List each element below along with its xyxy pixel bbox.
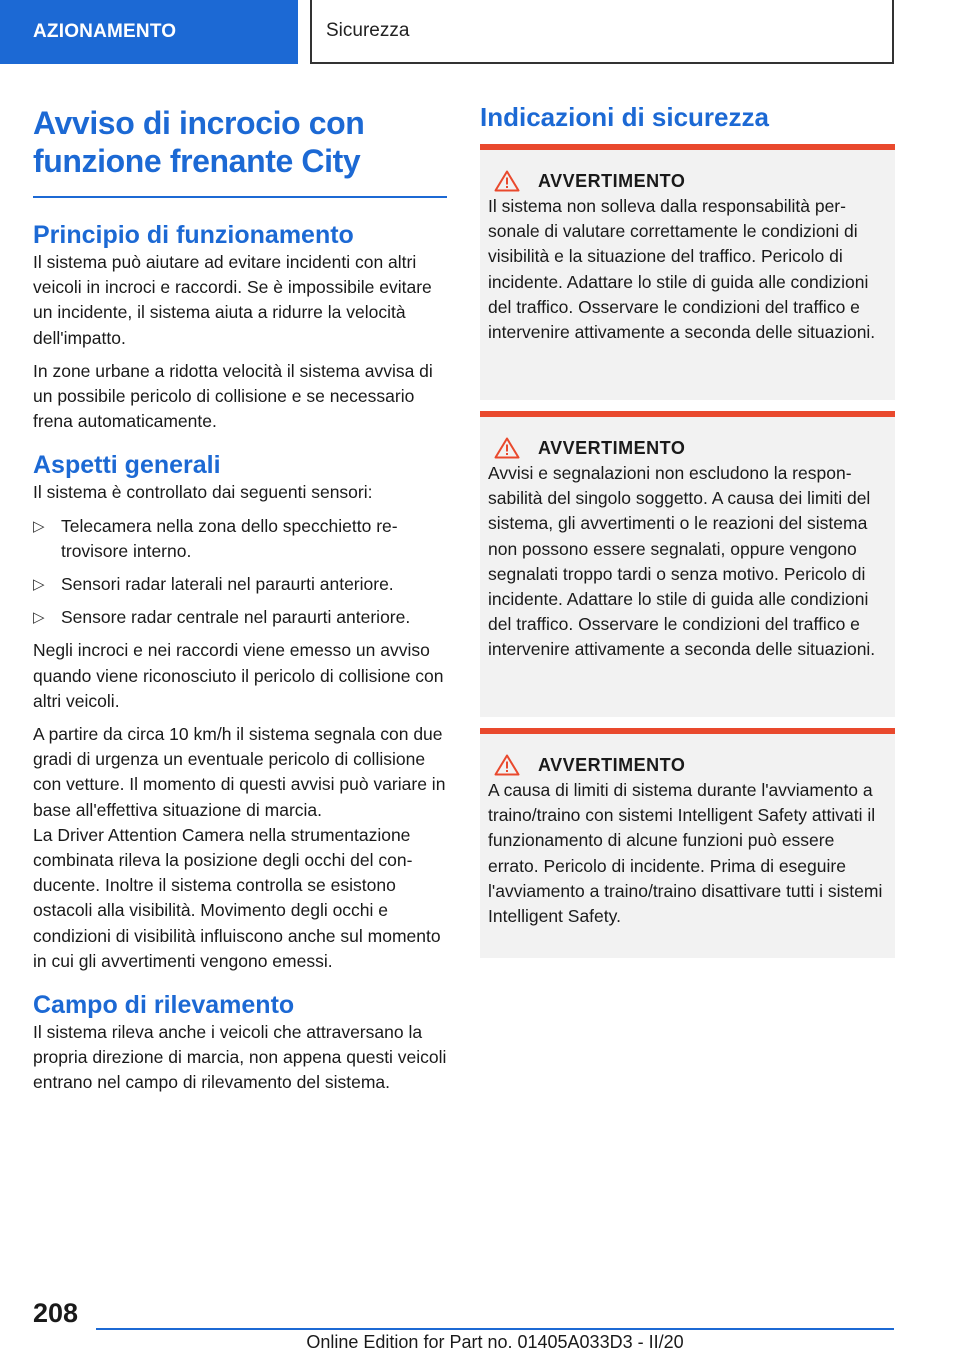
footer-edition: Online Edition for Part no. 01405A033D3 - II/20 <box>306 1332 684 1352</box>
footer-divider <box>96 1328 894 1330</box>
list-item: ▷ Sensore radar centrale nel paraurti anteriore. <box>33 605 447 630</box>
paragraph: Il sistema è controllato dai seguenti sensori: <box>33 482 373 503</box>
heading-sicurezza: Indicazioni di sicurezza <box>480 102 769 132</box>
paragraph: In zone urbane a ridotta velocità il sistema avvisa di un possibile pericolo di collisione e se necessario frena automaticamente. <box>33 360 433 432</box>
warning-title: AVVERTIMENTO <box>538 170 686 191</box>
list-item: ▷ Telecamera nella zona dello specchietto retrovisore interno. <box>33 515 398 561</box>
heading-aspetti: Aspetti generali <box>33 451 221 480</box>
bullet-triangle-icon: ▷ <box>33 609 45 627</box>
warning-title: AVVERTIMENTO <box>538 754 686 775</box>
heading-principio: Principio di funzionamento <box>33 221 354 249</box>
heading-campo: Campo di rilevamento <box>33 991 295 1020</box>
chapter-label: Sicurezza <box>326 20 410 41</box>
sensor-list <box>33 514 447 631</box>
warning-box <box>480 411 895 717</box>
chapter-tab <box>310 0 894 64</box>
warning-box <box>480 728 895 958</box>
warning-box <box>480 144 895 400</box>
bullet-triangle-icon: ▷ <box>33 517 45 535</box>
section-tab <box>0 0 298 64</box>
warning-triangle-icon <box>494 170 520 192</box>
title-divider <box>33 196 447 198</box>
warning-triangle-icon <box>494 754 520 776</box>
page-number: 208 <box>33 1298 79 1328</box>
warning-text: A causa di limiti di sistema durante l'avviamento a traino/traino con sistemi Intelligent Safety attivati il funzionamento di alcune funzioni può essere errato. Pericolo di incidente. Prima di eseguire l'avviamento a traino/traino disattivare tutti i sistemi Intelligent Safety. <box>488 780 883 927</box>
list-item: ▷ Sensori radar laterali nel paraurti anteriore. <box>33 572 447 597</box>
right-column <box>480 100 895 958</box>
paragraph: A partire da circa 10 km/h il sistema segnala con due gradi di urgenza un eventuale pericolo di collisione con vetture. Il momento di questi avvisi può variare in base all'effettiva situazione di marcia. <box>33 724 446 820</box>
paragraph: Il sistema può aiutare ad evitare incidenti con altri veicoli in incroci e raccordi. Se è impossibile evitare un incidente, il sistema aiuta a ridurre la velocità dell'impatto. <box>33 252 432 348</box>
warning-title: AVVERTIMENTO <box>538 437 686 458</box>
warning-text: Avvisi e segnalazioni non escludono la responsabilità del singolo soggetto. A causa dei limiti del sistema, gli avvertimenti o le reazioni del sistema non possono essere segnalati, oppure vengono segnalati troppo tardi o senza motivo. Pericolo di incidente. Adattare lo stile di guida alle condizioni del traffico. Osservare le condizioni del traffico e intervenire attivamente a seconda delle situazioni. <box>488 463 876 660</box>
paragraph: Negli incroci e nei raccordi viene emesso un avviso quando viene riconosciuto il pericolo di collisione con altri veicoli. <box>33 640 444 711</box>
page-title: Avviso di incrocio con funzione frenante City <box>33 105 365 179</box>
bullet-triangle-icon: ▷ <box>33 576 45 594</box>
left-column <box>33 104 447 1096</box>
warning-text: Il sistema non solleva dalla responsabilità personale di valutare correttamente le condizioni di visibilità e la situazione del traffico. Pericolo di incidente. Adattare lo stile di guida alle condizioni del traffico. Osservare le condizioni del traffico e intervenire attivamente a seconda delle situazioni. <box>488 196 876 343</box>
warning-triangle-icon <box>494 437 520 459</box>
section-label: AZIONAMENTO <box>33 21 177 42</box>
paragraph: La Driver Attention Camera nella strumentazione combinata rileva la posizione degli occhi del conducente. Inoltre il sistema controlla se esistono ostacoli alla visibilità. Movimento degli occhi e condizioni di visibilità influiscono anche sul momento in cui gli avvertimenti vengono emessi. <box>33 824 441 971</box>
paragraph: Il sistema rileva anche i veicoli che attraversano la propria direzione di marcia, non appena questi veicoli entrano nel campo di rilevamento del sistema. <box>33 1022 447 1093</box>
